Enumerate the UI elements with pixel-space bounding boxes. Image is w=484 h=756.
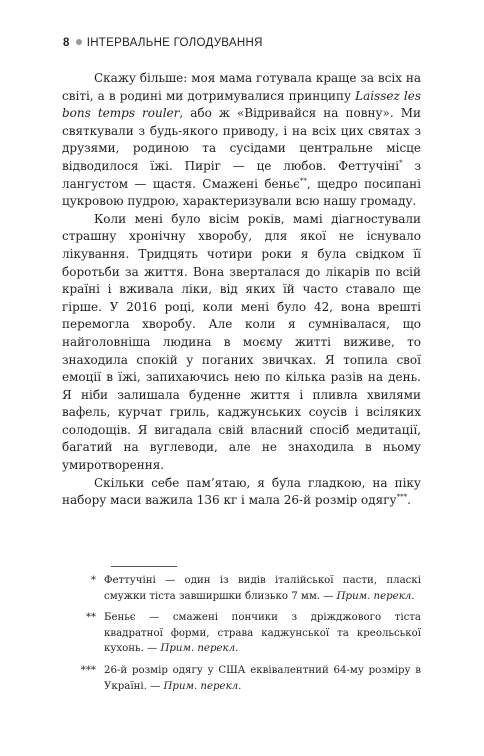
paragraph-text: Скільки себе пам’ятаю, я була гладкою, на піку набору маси важила 136 кг і мала 26-й розмір одягу xyxy=(62,475,421,508)
footnote-credit: Прим. перекл. xyxy=(160,643,239,655)
paragraph xyxy=(62,475,421,510)
footnote xyxy=(62,573,421,604)
paragraph xyxy=(62,70,421,211)
italic-phrase: Laissez les bons temps rouler xyxy=(62,88,421,121)
footnote-ref: * xyxy=(399,158,403,167)
paragraph-text: . xyxy=(407,493,411,508)
main-text xyxy=(62,70,421,510)
footnote xyxy=(62,610,421,657)
footnote xyxy=(62,663,421,694)
footnotes xyxy=(62,573,421,700)
paragraph-text: з лангустом — щастя. Смажені беньє xyxy=(62,158,422,191)
paragraph-text: , або ж «Відривайся на повну». Ми святкували з будь-якого приводу, і на всіх цих святах з друзями, родиною та сусідами центральне місце відводилося їжі. Пиріг — це любов. Феттучіні xyxy=(62,106,421,173)
page-number: 8 xyxy=(63,37,70,49)
footnote-marker: ** xyxy=(85,612,96,624)
footnote-text: 26-й розмір одягу у США еквівалентний 64-му розміру в Україні. — xyxy=(104,664,421,692)
paragraph-text: , щедро посипані цукровою пудрою, характеризували всю нашу громаду. xyxy=(62,176,421,209)
footnote-marker: *** xyxy=(80,664,96,676)
footnote-marker: * xyxy=(90,575,96,586)
running-title: ІНТЕРВАЛЬНЕ ГОЛОДУВАННЯ xyxy=(86,37,263,49)
footnote-text: Беньє — смажені пончики з дріжджового тіста квадратної форми, страва каджунської та креольської кухонь. — xyxy=(104,612,421,655)
footnote-credit: Прим. перекл. xyxy=(163,680,242,692)
paragraph: Коли мені було вісім років, мамі діагностували страшну хронічну хворобу, для якої не існувало лікування. Тридцять чотири роки я була свідком її боротьби за життя. Вона зверталася до лікарів по всій країні і вживала ліки, від яких їй часто ставало ще гірше. У 2016 році, коли мені було 42, вона врешті перемогла хворобу. Але коли я сумнівалася, що найголовніша людина в моєму житті виживе, то знаходила спокій у поганих звичках. Я топила свої емоції в їжі, запихаючись нею по кілька разів на день. Я ніби залишала буденне життя і пливла хвилями вафель, курчат гриль, каджунських соусів і всіляких солодощів. Я вигадала свій власний спосіб медитації, багатий на вуглеводи, але не знаходила в ньому умиротворення. xyxy=(62,211,421,473)
footnote-text: Феттучіні — один із видів італійської пасти, пласкі смужки тіста завширшки близько 7 мм. — xyxy=(104,575,421,602)
footnote-separator xyxy=(111,566,177,567)
running-header xyxy=(63,37,263,49)
footnote-credit: Прим. перекл. xyxy=(336,590,415,602)
footnote-ref: *** xyxy=(396,493,408,502)
bullet-dot-icon xyxy=(76,39,82,45)
paragraph-text: Скажу більше: моя мама готувала краще за всіх на світі, а в родині ми дотримувалися принципу xyxy=(62,71,421,103)
footnote-ref: ** xyxy=(299,176,307,185)
